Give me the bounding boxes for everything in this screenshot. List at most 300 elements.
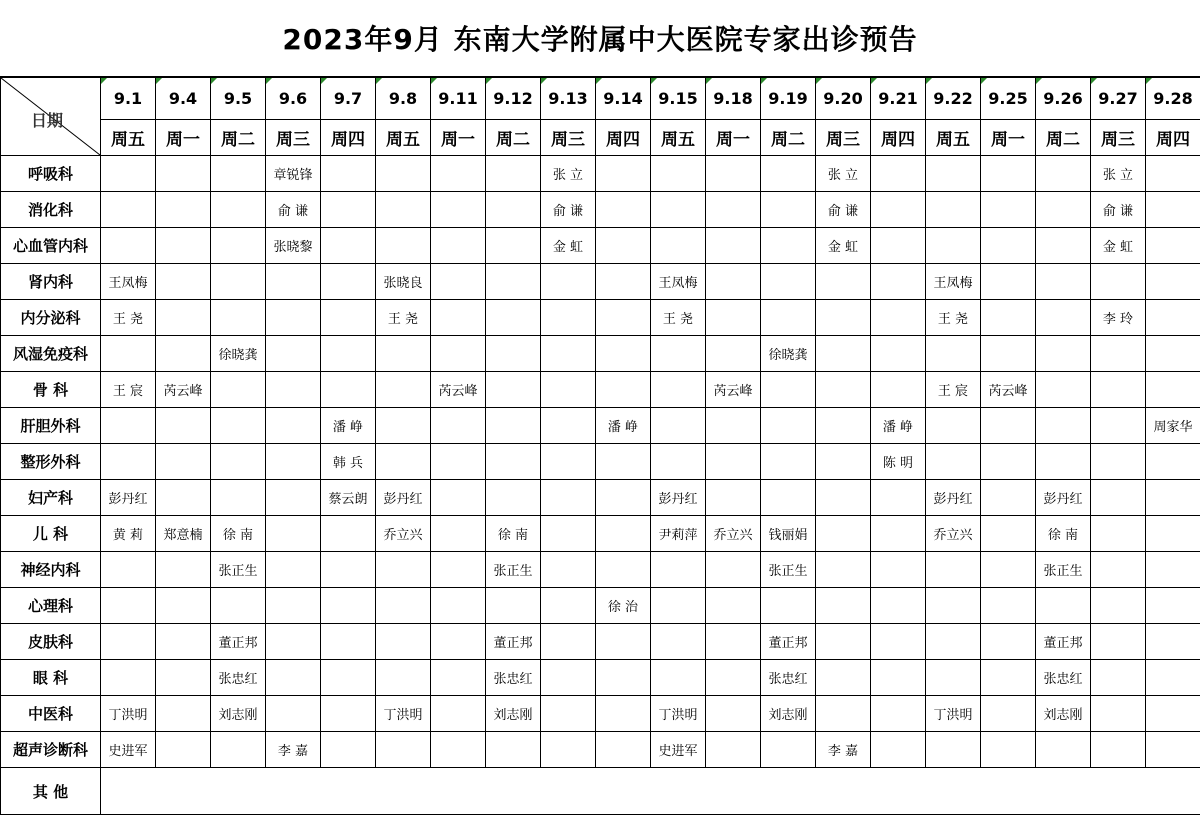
schedule-cell[interactable] <box>706 624 761 660</box>
schedule-cell[interactable] <box>541 552 596 588</box>
schedule-cell[interactable] <box>926 228 981 264</box>
schedule-cell[interactable] <box>101 156 156 192</box>
schedule-cell[interactable] <box>651 192 706 228</box>
schedule-cell[interactable] <box>761 588 816 624</box>
date-cell[interactable]: 9.6 <box>266 78 321 120</box>
schedule-cell[interactable] <box>761 156 816 192</box>
department-name-cell[interactable]: 心血管内科 <box>1 228 101 264</box>
schedule-cell[interactable] <box>981 336 1036 372</box>
schedule-cell[interactable] <box>596 552 651 588</box>
schedule-cell[interactable] <box>816 336 871 372</box>
schedule-cell[interactable] <box>376 228 431 264</box>
schedule-cell[interactable] <box>926 552 981 588</box>
schedule-cell[interactable]: 王 宸 <box>926 372 981 408</box>
schedule-cell[interactable] <box>101 192 156 228</box>
weekday-cell[interactable]: 周一 <box>431 120 486 156</box>
schedule-cell[interactable] <box>816 588 871 624</box>
schedule-cell[interactable]: 陈 明 <box>871 444 926 480</box>
schedule-cell[interactable]: 张正生 <box>486 552 541 588</box>
schedule-cell[interactable]: 张晓黎 <box>266 228 321 264</box>
schedule-cell[interactable]: 张忠红 <box>211 660 266 696</box>
schedule-cell[interactable]: 彭丹红 <box>651 480 706 516</box>
schedule-cell[interactable] <box>376 408 431 444</box>
schedule-cell[interactable] <box>981 660 1036 696</box>
schedule-cell[interactable] <box>431 552 486 588</box>
schedule-cell[interactable] <box>1146 264 1200 300</box>
schedule-cell[interactable] <box>706 732 761 768</box>
schedule-cell[interactable] <box>321 624 376 660</box>
schedule-cell[interactable] <box>871 516 926 552</box>
schedule-cell[interactable]: 芮云峰 <box>706 372 761 408</box>
schedule-cell[interactable] <box>1036 156 1091 192</box>
schedule-cell[interactable]: 俞 谦 <box>1091 192 1146 228</box>
schedule-cell[interactable] <box>1036 408 1091 444</box>
schedule-cell[interactable] <box>321 552 376 588</box>
schedule-cell[interactable] <box>486 480 541 516</box>
schedule-cell[interactable] <box>651 588 706 624</box>
schedule-cell[interactable]: 史进军 <box>101 732 156 768</box>
schedule-cell[interactable] <box>541 372 596 408</box>
schedule-cell[interactable]: 徐晓龚 <box>761 336 816 372</box>
schedule-cell[interactable] <box>101 588 156 624</box>
schedule-cell[interactable] <box>266 336 321 372</box>
schedule-cell[interactable] <box>376 552 431 588</box>
schedule-cell[interactable] <box>376 372 431 408</box>
schedule-cell[interactable]: 俞 谦 <box>266 192 321 228</box>
department-name-cell[interactable]: 肝胆外科 <box>1 408 101 444</box>
schedule-cell[interactable]: 芮云峰 <box>156 372 211 408</box>
schedule-cell[interactable] <box>926 588 981 624</box>
schedule-cell[interactable] <box>926 624 981 660</box>
schedule-cell[interactable] <box>156 408 211 444</box>
schedule-cell[interactable] <box>156 336 211 372</box>
schedule-cell[interactable] <box>321 732 376 768</box>
date-cell[interactable]: 9.25 <box>981 78 1036 120</box>
schedule-cell[interactable] <box>321 588 376 624</box>
schedule-cell[interactable] <box>376 732 431 768</box>
schedule-cell[interactable] <box>596 156 651 192</box>
schedule-cell[interactable] <box>1091 516 1146 552</box>
schedule-cell[interactable] <box>596 336 651 372</box>
schedule-cell[interactable] <box>1146 228 1200 264</box>
schedule-cell[interactable] <box>431 696 486 732</box>
schedule-cell[interactable] <box>376 156 431 192</box>
schedule-cell[interactable] <box>211 228 266 264</box>
schedule-cell[interactable] <box>871 588 926 624</box>
schedule-cell[interactable] <box>431 408 486 444</box>
schedule-cell[interactable] <box>1146 660 1200 696</box>
schedule-cell[interactable] <box>706 264 761 300</box>
schedule-cell[interactable] <box>651 552 706 588</box>
schedule-cell[interactable] <box>431 264 486 300</box>
schedule-cell[interactable] <box>266 300 321 336</box>
schedule-cell[interactable] <box>156 696 211 732</box>
schedule-cell[interactable]: 张 立 <box>1091 156 1146 192</box>
schedule-cell[interactable] <box>101 228 156 264</box>
department-name-cell[interactable]: 眼 科 <box>1 660 101 696</box>
schedule-cell[interactable] <box>376 660 431 696</box>
schedule-cell[interactable]: 尹莉萍 <box>651 516 706 552</box>
schedule-cell[interactable]: 王 尧 <box>376 300 431 336</box>
schedule-cell[interactable] <box>156 660 211 696</box>
date-cell[interactable]: 9.18 <box>706 78 761 120</box>
schedule-cell[interactable] <box>486 372 541 408</box>
schedule-cell[interactable] <box>541 480 596 516</box>
weekday-cell[interactable]: 周一 <box>981 120 1036 156</box>
schedule-cell[interactable] <box>156 228 211 264</box>
schedule-cell[interactable] <box>1036 300 1091 336</box>
schedule-cell[interactable] <box>871 552 926 588</box>
other-content-cell[interactable] <box>101 768 1200 815</box>
schedule-cell[interactable]: 李 嘉 <box>816 732 871 768</box>
department-name-cell[interactable]: 内分泌科 <box>1 300 101 336</box>
schedule-cell[interactable] <box>486 588 541 624</box>
schedule-cell[interactable] <box>596 372 651 408</box>
schedule-cell[interactable] <box>321 156 376 192</box>
schedule-cell[interactable] <box>431 300 486 336</box>
schedule-cell[interactable] <box>871 696 926 732</box>
schedule-cell[interactable]: 潘 峥 <box>321 408 376 444</box>
schedule-cell[interactable] <box>486 300 541 336</box>
department-name-cell[interactable]: 妇产科 <box>1 480 101 516</box>
schedule-cell[interactable]: 潘 峥 <box>596 408 651 444</box>
schedule-cell[interactable] <box>596 624 651 660</box>
weekday-cell[interactable]: 周一 <box>156 120 211 156</box>
schedule-cell[interactable] <box>156 300 211 336</box>
schedule-cell[interactable] <box>596 516 651 552</box>
schedule-cell[interactable] <box>981 480 1036 516</box>
schedule-cell[interactable] <box>211 192 266 228</box>
schedule-cell[interactable]: 蔡云朗 <box>321 480 376 516</box>
date-cell[interactable]: 9.13 <box>541 78 596 120</box>
schedule-cell[interactable] <box>706 444 761 480</box>
date-cell[interactable]: 9.19 <box>761 78 816 120</box>
schedule-cell[interactable] <box>1091 408 1146 444</box>
schedule-cell[interactable] <box>156 480 211 516</box>
schedule-cell[interactable]: 董正邦 <box>761 624 816 660</box>
department-name-cell[interactable]: 风湿免疫科 <box>1 336 101 372</box>
schedule-cell[interactable] <box>1146 336 1200 372</box>
weekday-cell[interactable]: 周三 <box>1091 120 1146 156</box>
schedule-cell[interactable] <box>541 516 596 552</box>
schedule-cell[interactable] <box>1091 264 1146 300</box>
schedule-cell[interactable] <box>1091 336 1146 372</box>
schedule-cell[interactable] <box>211 156 266 192</box>
weekday-cell[interactable]: 周一 <box>706 120 761 156</box>
schedule-cell[interactable] <box>266 444 321 480</box>
schedule-cell[interactable] <box>266 480 321 516</box>
schedule-cell[interactable] <box>761 408 816 444</box>
schedule-cell[interactable] <box>1036 336 1091 372</box>
schedule-cell[interactable] <box>871 624 926 660</box>
schedule-cell[interactable]: 韩 兵 <box>321 444 376 480</box>
schedule-cell[interactable] <box>321 696 376 732</box>
schedule-cell[interactable] <box>1091 732 1146 768</box>
schedule-cell[interactable]: 王凤梅 <box>101 264 156 300</box>
schedule-cell[interactable] <box>1091 552 1146 588</box>
schedule-cell[interactable]: 张忠红 <box>1036 660 1091 696</box>
schedule-cell[interactable]: 徐 治 <box>596 588 651 624</box>
schedule-cell[interactable]: 丁洪明 <box>651 696 706 732</box>
schedule-cell[interactable]: 张忠红 <box>761 660 816 696</box>
schedule-cell[interactable] <box>816 624 871 660</box>
schedule-cell[interactable] <box>651 444 706 480</box>
weekday-cell[interactable]: 周三 <box>816 120 871 156</box>
weekday-cell[interactable]: 周五 <box>651 120 706 156</box>
schedule-cell[interactable] <box>761 192 816 228</box>
schedule-cell[interactable] <box>596 264 651 300</box>
schedule-cell[interactable] <box>1146 696 1200 732</box>
schedule-cell[interactable] <box>486 192 541 228</box>
weekday-cell[interactable]: 周二 <box>761 120 816 156</box>
schedule-cell[interactable] <box>981 732 1036 768</box>
schedule-cell[interactable] <box>871 264 926 300</box>
schedule-cell[interactable]: 张正生 <box>1036 552 1091 588</box>
schedule-cell[interactable]: 乔立兴 <box>706 516 761 552</box>
schedule-cell[interactable] <box>1146 588 1200 624</box>
schedule-cell[interactable] <box>816 444 871 480</box>
schedule-cell[interactable] <box>321 300 376 336</box>
department-name-cell[interactable]: 皮肤科 <box>1 624 101 660</box>
department-name-cell[interactable]: 呼吸科 <box>1 156 101 192</box>
schedule-cell[interactable] <box>596 228 651 264</box>
schedule-cell[interactable]: 章锐锋 <box>266 156 321 192</box>
schedule-cell[interactable] <box>266 696 321 732</box>
schedule-cell[interactable] <box>651 624 706 660</box>
schedule-cell[interactable] <box>541 444 596 480</box>
schedule-cell[interactable] <box>871 732 926 768</box>
schedule-cell[interactable] <box>266 264 321 300</box>
schedule-cell[interactable] <box>871 192 926 228</box>
schedule-cell[interactable] <box>1036 732 1091 768</box>
schedule-cell[interactable]: 俞 谦 <box>816 192 871 228</box>
weekday-cell[interactable]: 周二 <box>1036 120 1091 156</box>
weekday-cell[interactable]: 周二 <box>486 120 541 156</box>
schedule-cell[interactable] <box>431 156 486 192</box>
schedule-cell[interactable] <box>321 516 376 552</box>
department-name-cell[interactable]: 儿 科 <box>1 516 101 552</box>
schedule-cell[interactable] <box>871 372 926 408</box>
schedule-cell[interactable] <box>706 192 761 228</box>
schedule-cell[interactable] <box>101 552 156 588</box>
schedule-cell[interactable] <box>376 444 431 480</box>
date-cell[interactable]: 9.22 <box>926 78 981 120</box>
schedule-cell[interactable] <box>486 444 541 480</box>
weekday-cell[interactable]: 周四 <box>1146 120 1200 156</box>
schedule-cell[interactable] <box>816 408 871 444</box>
schedule-cell[interactable]: 彭丹红 <box>101 480 156 516</box>
schedule-cell[interactable]: 徐晓龚 <box>211 336 266 372</box>
schedule-cell[interactable] <box>321 660 376 696</box>
schedule-cell[interactable] <box>981 300 1036 336</box>
schedule-cell[interactable] <box>266 408 321 444</box>
schedule-cell[interactable] <box>761 264 816 300</box>
department-name-cell[interactable]: 超声诊断科 <box>1 732 101 768</box>
schedule-cell[interactable]: 潘 峥 <box>871 408 926 444</box>
weekday-cell[interactable]: 周五 <box>376 120 431 156</box>
date-cell[interactable]: 9.28 <box>1146 78 1200 120</box>
schedule-cell[interactable]: 董正邦 <box>211 624 266 660</box>
schedule-cell[interactable] <box>651 228 706 264</box>
schedule-cell[interactable] <box>706 588 761 624</box>
date-cell[interactable]: 9.21 <box>871 78 926 120</box>
schedule-cell[interactable] <box>981 408 1036 444</box>
schedule-cell[interactable] <box>1091 480 1146 516</box>
date-cell[interactable]: 9.7 <box>321 78 376 120</box>
schedule-cell[interactable] <box>1091 696 1146 732</box>
date-cell[interactable]: 9.1 <box>101 78 156 120</box>
schedule-cell[interactable] <box>1091 372 1146 408</box>
schedule-cell[interactable] <box>981 696 1036 732</box>
schedule-cell[interactable] <box>706 660 761 696</box>
schedule-cell[interactable] <box>816 264 871 300</box>
schedule-cell[interactable] <box>761 228 816 264</box>
schedule-cell[interactable] <box>1036 588 1091 624</box>
schedule-cell[interactable] <box>816 372 871 408</box>
date-cell[interactable]: 9.15 <box>651 78 706 120</box>
schedule-cell[interactable] <box>596 444 651 480</box>
schedule-cell[interactable]: 彭丹红 <box>926 480 981 516</box>
schedule-cell[interactable]: 丁洪明 <box>926 696 981 732</box>
schedule-cell[interactable]: 黄 莉 <box>101 516 156 552</box>
schedule-cell[interactable]: 彭丹红 <box>1036 480 1091 516</box>
schedule-cell[interactable] <box>1146 624 1200 660</box>
schedule-cell[interactable] <box>706 696 761 732</box>
schedule-cell[interactable]: 刘志刚 <box>1036 696 1091 732</box>
date-cell[interactable]: 9.8 <box>376 78 431 120</box>
schedule-cell[interactable] <box>871 228 926 264</box>
date-cell[interactable]: 9.20 <box>816 78 871 120</box>
schedule-cell[interactable]: 金 虹 <box>541 228 596 264</box>
schedule-cell[interactable] <box>1091 588 1146 624</box>
schedule-cell[interactable] <box>156 552 211 588</box>
schedule-cell[interactable]: 徐 南 <box>486 516 541 552</box>
schedule-cell[interactable]: 芮云峰 <box>981 372 1036 408</box>
schedule-cell[interactable] <box>926 444 981 480</box>
schedule-cell[interactable] <box>1036 372 1091 408</box>
schedule-cell[interactable]: 张正生 <box>761 552 816 588</box>
schedule-cell[interactable] <box>981 444 1036 480</box>
schedule-cell[interactable] <box>101 444 156 480</box>
schedule-cell[interactable] <box>1146 732 1200 768</box>
date-cell[interactable]: 9.4 <box>156 78 211 120</box>
schedule-cell[interactable] <box>156 444 211 480</box>
date-cell[interactable]: 9.11 <box>431 78 486 120</box>
schedule-cell[interactable]: 王 尧 <box>651 300 706 336</box>
schedule-cell[interactable] <box>431 336 486 372</box>
schedule-cell[interactable] <box>981 588 1036 624</box>
schedule-cell[interactable] <box>706 228 761 264</box>
schedule-cell[interactable] <box>871 480 926 516</box>
schedule-cell[interactable] <box>156 588 211 624</box>
schedule-cell[interactable] <box>651 156 706 192</box>
schedule-cell[interactable] <box>431 660 486 696</box>
schedule-cell[interactable] <box>1146 480 1200 516</box>
schedule-cell[interactable] <box>541 588 596 624</box>
schedule-cell[interactable] <box>926 156 981 192</box>
schedule-cell[interactable] <box>596 480 651 516</box>
schedule-cell[interactable] <box>651 408 706 444</box>
schedule-cell[interactable] <box>871 660 926 696</box>
department-name-cell[interactable]: 整形外科 <box>1 444 101 480</box>
schedule-cell[interactable] <box>596 732 651 768</box>
schedule-cell[interactable] <box>266 552 321 588</box>
schedule-cell[interactable] <box>431 192 486 228</box>
schedule-cell[interactable] <box>816 480 871 516</box>
schedule-cell[interactable] <box>596 300 651 336</box>
schedule-cell[interactable] <box>486 408 541 444</box>
schedule-cell[interactable] <box>541 696 596 732</box>
schedule-cell[interactable] <box>541 732 596 768</box>
schedule-cell[interactable] <box>101 624 156 660</box>
schedule-cell[interactable] <box>486 336 541 372</box>
schedule-cell[interactable]: 张正生 <box>211 552 266 588</box>
schedule-cell[interactable]: 刘志刚 <box>211 696 266 732</box>
schedule-cell[interactable] <box>541 336 596 372</box>
schedule-cell[interactable] <box>321 264 376 300</box>
schedule-cell[interactable]: 刘志刚 <box>761 696 816 732</box>
schedule-cell[interactable] <box>321 192 376 228</box>
schedule-cell[interactable] <box>376 588 431 624</box>
schedule-cell[interactable] <box>321 336 376 372</box>
department-name-cell[interactable]: 神经内科 <box>1 552 101 588</box>
schedule-cell[interactable]: 李 玲 <box>1091 300 1146 336</box>
schedule-cell[interactable] <box>761 480 816 516</box>
schedule-cell[interactable] <box>596 660 651 696</box>
schedule-cell[interactable]: 周家华 <box>1146 408 1200 444</box>
schedule-cell[interactable]: 王 尧 <box>101 300 156 336</box>
schedule-cell[interactable] <box>211 408 266 444</box>
schedule-cell[interactable]: 乔立兴 <box>926 516 981 552</box>
weekday-cell[interactable]: 周五 <box>926 120 981 156</box>
schedule-cell[interactable] <box>541 408 596 444</box>
schedule-cell[interactable]: 董正邦 <box>1036 624 1091 660</box>
schedule-cell[interactable]: 史进军 <box>651 732 706 768</box>
schedule-cell[interactable] <box>1036 264 1091 300</box>
schedule-cell[interactable] <box>376 336 431 372</box>
schedule-cell[interactable] <box>926 660 981 696</box>
schedule-cell[interactable]: 董正邦 <box>486 624 541 660</box>
schedule-cell[interactable] <box>431 624 486 660</box>
schedule-cell[interactable] <box>101 408 156 444</box>
department-name-cell[interactable]: 肾内科 <box>1 264 101 300</box>
schedule-cell[interactable]: 张忠红 <box>486 660 541 696</box>
schedule-cell[interactable] <box>156 624 211 660</box>
schedule-cell[interactable] <box>156 192 211 228</box>
schedule-cell[interactable] <box>706 552 761 588</box>
schedule-cell[interactable] <box>156 156 211 192</box>
schedule-cell[interactable] <box>981 156 1036 192</box>
schedule-cell[interactable] <box>981 228 1036 264</box>
schedule-cell[interactable]: 王 宸 <box>101 372 156 408</box>
other-label-cell[interactable]: 其 他 <box>1 768 101 815</box>
date-cell[interactable]: 9.5 <box>211 78 266 120</box>
schedule-cell[interactable] <box>761 300 816 336</box>
schedule-cell[interactable] <box>211 588 266 624</box>
schedule-cell[interactable] <box>1146 444 1200 480</box>
schedule-cell[interactable] <box>706 480 761 516</box>
date-cell[interactable]: 9.26 <box>1036 78 1091 120</box>
schedule-cell[interactable]: 乔立兴 <box>376 516 431 552</box>
schedule-cell[interactable] <box>1036 192 1091 228</box>
schedule-cell[interactable] <box>486 732 541 768</box>
schedule-cell[interactable] <box>321 372 376 408</box>
schedule-cell[interactable] <box>431 444 486 480</box>
weekday-cell[interactable]: 周三 <box>266 120 321 156</box>
schedule-cell[interactable] <box>651 336 706 372</box>
schedule-cell[interactable]: 张 立 <box>541 156 596 192</box>
schedule-cell[interactable] <box>211 264 266 300</box>
